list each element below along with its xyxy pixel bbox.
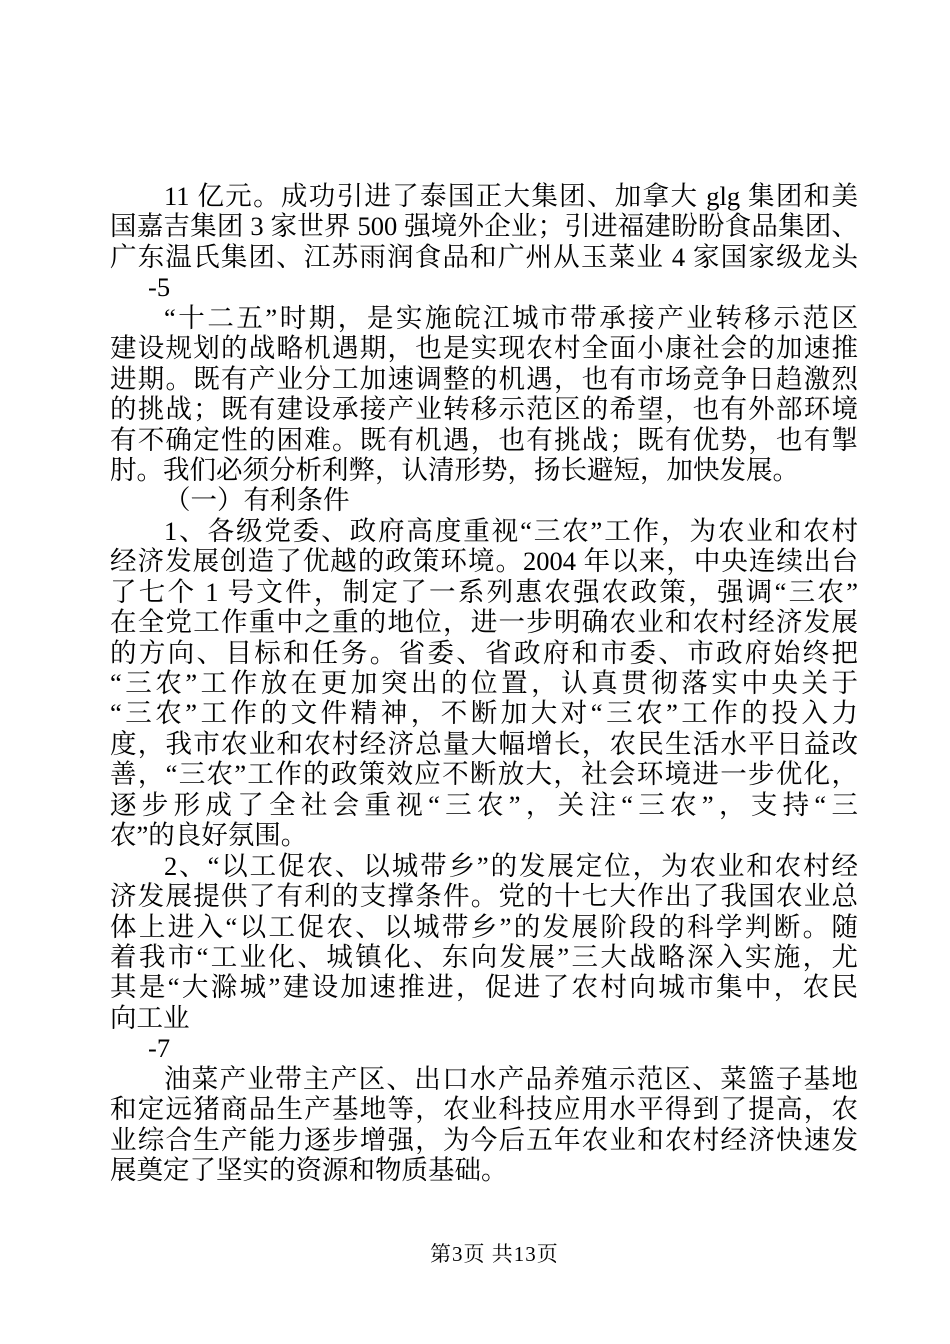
- text-line: 2、“以工促农、以城带乡”的发展定位，为农业和农村经: [164, 850, 858, 881]
- text-line: 油菜产业带主产区、出口水产品养殖示范区、菜篮子基地: [164, 1063, 858, 1094]
- text-line: 善，“三农”工作的政策效应不断放大，社会环境进一步优化，: [110, 759, 858, 790]
- text-block: [110, 181, 858, 1185]
- text-line: 的挑战；既有建设承接产业转移示范区的希望，也有外部环境: [110, 394, 858, 425]
- text-line: 国嘉吉集团 3 家世界 500 强境外企业；引进福建盼盼食品集团、: [110, 211, 858, 242]
- text-line: 11 亿元。成功引进了泰国正大集团、加拿大 glg 集团和美: [164, 181, 858, 211]
- text-line: 其是“大滁城”建设加速推进，促进了农村向城市集中，农民: [110, 972, 858, 1003]
- text-line: 有不确定性的困难。既有机遇，也有挑战；既有优势，也有掣: [110, 424, 858, 455]
- text-line: 1、各级党委、政府高度重视“三农”工作，为农业和农村: [164, 515, 858, 546]
- text-line: -7: [148, 1033, 171, 1064]
- text-line: 业综合生产能力逐步增强，为今后五年农业和农村经济快速发: [110, 1124, 858, 1155]
- text-line: 度，我市农业和农村经济总量大幅增长，农民生活水平日益改: [110, 728, 858, 759]
- text-line: 向工业: [110, 1002, 190, 1033]
- text-line: 进期。既有产业分工加速调整的机遇，也有市场竞争日趋激烈: [110, 363, 858, 394]
- text-line: -5: [148, 272, 171, 303]
- text-line: 体上进入“以工促农、以城带乡”的发展阶段的科学判断。随: [110, 911, 858, 942]
- text-line: 广东温氏集团、江苏雨润食品和广州从玉菜业 4 家国家级龙头: [110, 241, 858, 272]
- text-line: “三农”工作的文件精神，不断加大对“三农”工作的投入力: [110, 698, 858, 729]
- text-line: （一）有利条件: [164, 485, 350, 516]
- text-line: “三农”工作放在更加突出的位置，认真贯彻落实中央关于: [110, 668, 858, 698]
- text-line: 了七个 1 号文件，制定了一系列惠农强农政策，强调“三农”: [110, 576, 858, 607]
- text-line: 和定远猪商品生产基地等，农业科技应用水平得到了提高，农: [110, 1094, 858, 1125]
- text-line: 农”的良好氛围。: [110, 820, 308, 851]
- text-line: 济发展提供了有利的支撑条件。党的十七大作出了我国农业总: [110, 881, 858, 912]
- text-line: 肘。我们必须分析利弊，认清形势，扬长避短，加快发展。: [110, 454, 799, 485]
- text-line: 的方向、目标和任务。省委、省政府和市委、市政府始终把: [110, 637, 858, 668]
- text-line: 在全党工作重中之重的地位，进一步明确农业和农村经济发展: [110, 607, 858, 638]
- text-line: 建设规划的战略机遇期，也是实现农村全面小康社会的加速推: [110, 333, 858, 364]
- text-line: “十二五”时期，是实施皖江城市带承接产业转移示范区: [164, 302, 858, 333]
- text-line: 着我市“工业化、城镇化、东向发展”三大战略深入实施，尤: [110, 941, 858, 972]
- text-line: 逐步形成了全社会重视“三农”，关注“三农”，支持“三: [110, 789, 858, 820]
- text-line: 经济发展创造了优越的政策环境。2004 年以来，中央连续出台: [110, 546, 858, 577]
- text-line: 展奠定了坚实的资源和物质基础。: [110, 1155, 508, 1185]
- page-number-footer: 第3页 共13页: [430, 1242, 559, 1266]
